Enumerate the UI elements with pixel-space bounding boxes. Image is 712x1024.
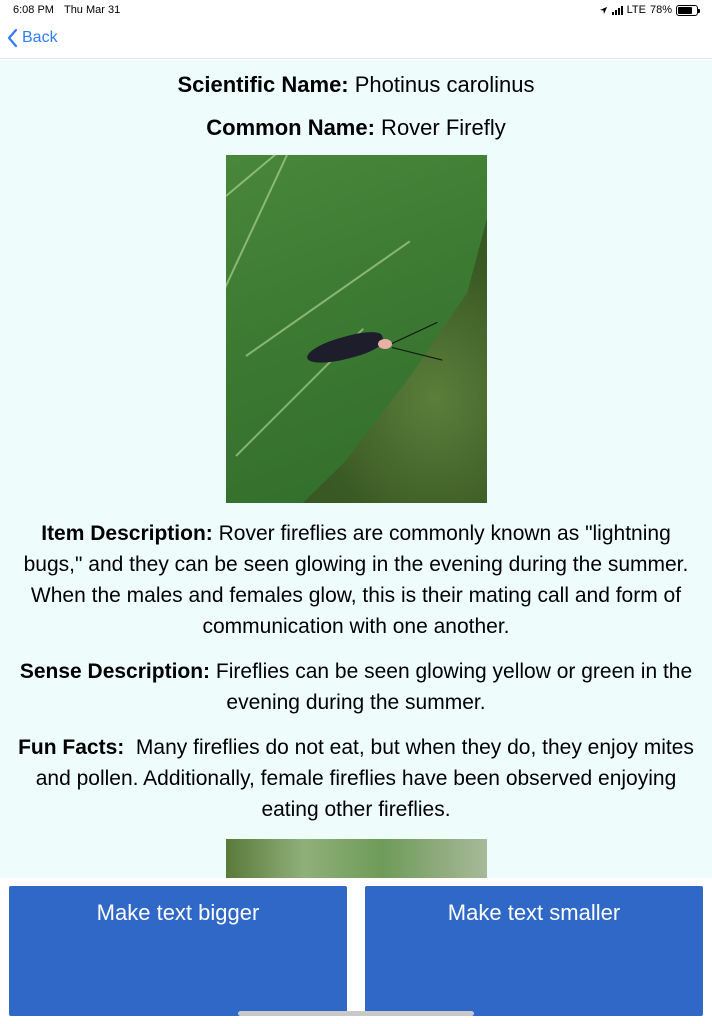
bottom-actions xyxy=(0,878,712,1024)
fun-facts-label: Fun Facts: xyxy=(18,736,125,759)
common-name-value: Rover Firefly xyxy=(374,115,506,140)
item-description-label: Item Description: xyxy=(41,522,213,545)
battery-icon xyxy=(676,5,698,16)
make-text-smaller-button[interactable]: Make text smaller xyxy=(365,886,703,1016)
status-left xyxy=(13,4,120,16)
location-arrow-icon xyxy=(599,6,608,15)
back-button[interactable] xyxy=(6,28,58,48)
back-button-label: Back xyxy=(22,29,58,46)
fun-facts-text: Many fireflies do not eat, but when they do, they enjoy mites and pollen. Additionally, female fireflies have been observed enjoying eating other fireflies. xyxy=(35,736,700,821)
navigation-bar xyxy=(0,22,712,59)
battery-percent: 78% xyxy=(649,4,672,16)
common-name-label: Common Name: xyxy=(206,115,375,140)
common-name xyxy=(0,115,712,141)
status-date: Thu Mar 31 xyxy=(63,4,121,16)
scientific-name-value: Photinus carolinus xyxy=(348,72,535,97)
status-time: 6:08 PM xyxy=(13,4,54,16)
sense-description-label: Sense Description: xyxy=(19,660,211,683)
firefly-photo xyxy=(226,155,487,503)
network-type: LTE xyxy=(626,4,646,16)
leaf-shape xyxy=(226,155,487,503)
make-text-bigger-button[interactable]: Make text bigger xyxy=(9,886,347,1016)
battery-fill xyxy=(678,7,692,14)
sense-description xyxy=(0,656,712,718)
sense-description-text: Fireflies can be seen glowing yellow or green in the evening during the summer. xyxy=(210,660,693,714)
status-bar xyxy=(0,0,712,22)
fun-facts xyxy=(0,732,712,825)
status-right xyxy=(599,4,698,16)
item-description-text: Rover fireflies are commonly known as "lightning bugs," and they can be seen glowing in the evening during the summer. When the males and females glow, this is their mating call and form of communication with one another. xyxy=(23,522,689,638)
home-indicator[interactable] xyxy=(238,1011,474,1016)
scientific-name xyxy=(0,72,712,98)
scientific-name-label: Scientific Name: xyxy=(177,72,349,97)
second-photo xyxy=(226,839,487,878)
item-description xyxy=(0,518,712,642)
detail-content[interactable] xyxy=(0,60,712,878)
chevron-left-icon xyxy=(6,28,18,48)
cellular-signal-icon xyxy=(612,6,623,15)
firefly-head xyxy=(378,339,392,349)
